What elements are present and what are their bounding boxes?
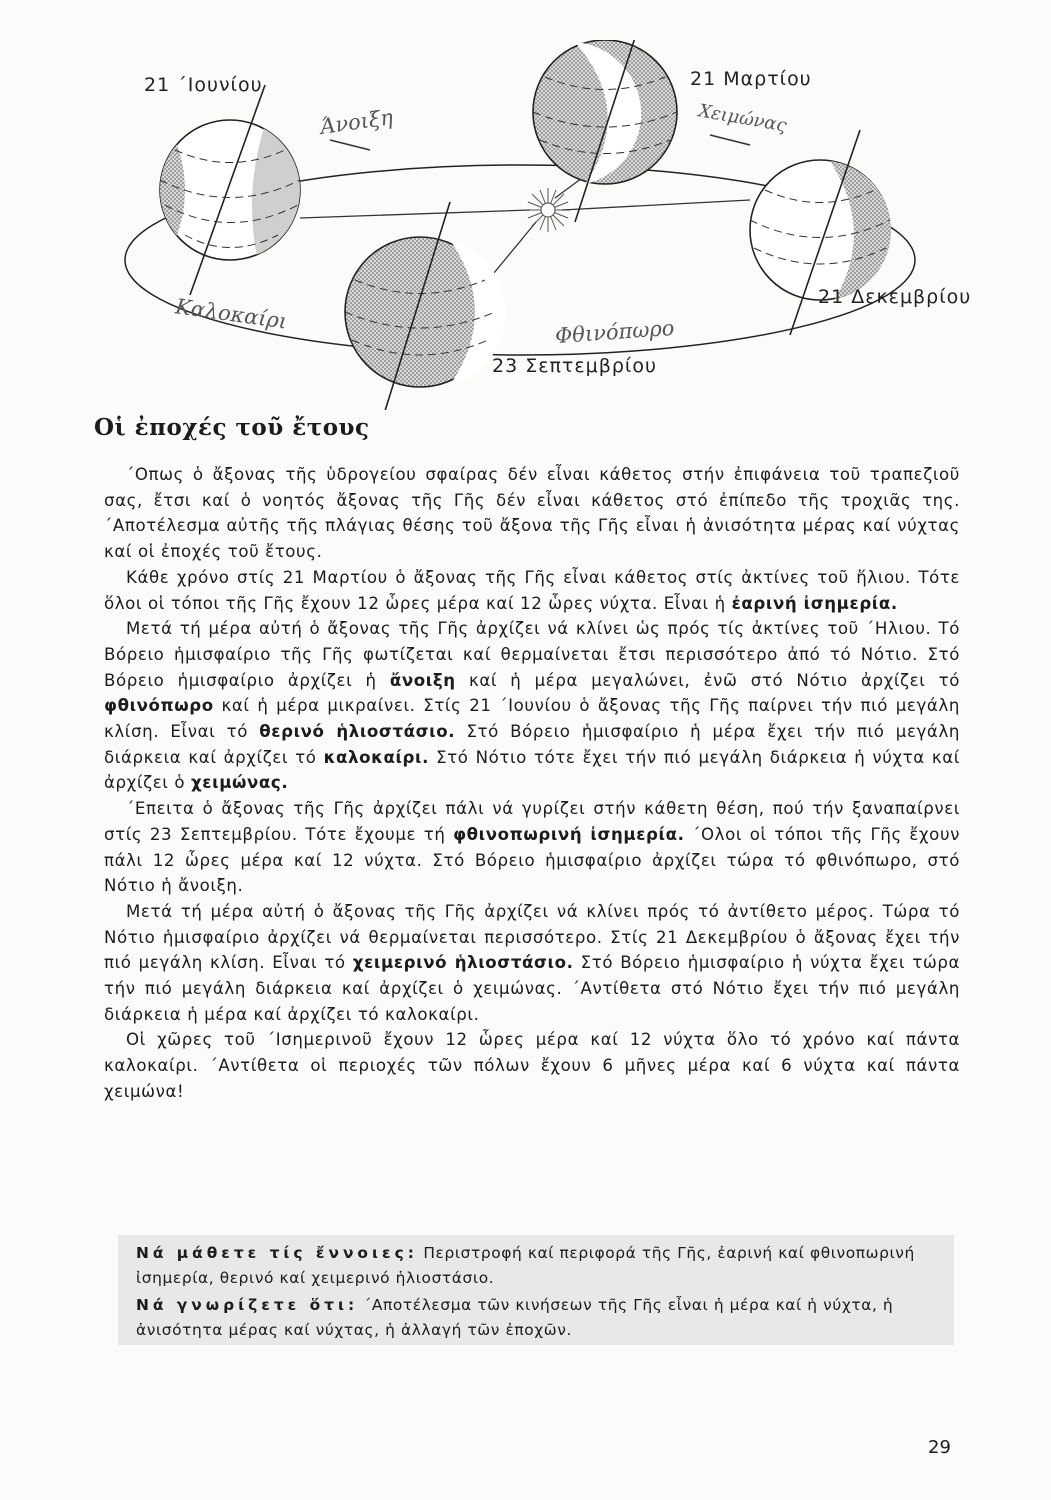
paragraph: Οἱ χῶρες τοῦ ΄Ισημερινοῦ ἔχουν 12 ὧρες μέρα καί 12 νύχτα ὅλο τό χρόνο καί πάντα καλοκαίρι. ΄Αντίθετα οἱ περιοχές τῶν πόλων ἔχουν 6 μῆνες μέρα καί 6 νύχτα καί πάντα χειμώνα! — [104, 1030, 960, 1101]
label-september: 23 Σεπτεμβρίου — [492, 355, 657, 377]
summary-box — [118, 1235, 954, 1345]
page-number: 29 — [928, 1437, 951, 1458]
label-march: 21 Μαρτίου — [690, 68, 812, 90]
globe-september — [345, 202, 506, 410]
seasons-diagram — [100, 40, 1000, 410]
summary-concepts: Νά μάθετε τίς ἔννοιες: Περιστροφή καί περιφορά τῆς Γῆς, ἐαρινή καί φθινοπωρινή ἰσημερία, θερινό καί χειμερινό ἡλιοστάσιο. — [136, 1244, 915, 1287]
handwritten-winter: Χειμώνας — [696, 100, 789, 137]
paragraph: ΄Οπως ὁ ἄξονας τῆς ὑδρογείου σφαίρας δέν εἶναι κάθετος στήν ἐπιφάνεια τοῦ τραπεζιοῦ σας, ἔτσι καί ὁ νοητός ἄξονας τῆς Γῆς δέν εἶναι κάθετος στό ἐπίπεδο τῆς τροχιᾶς της. ΄Αποτέλεσμα αὐτῆς τῆς πλάγιας θέσης τοῦ ἄξονα τῆς Γῆς εἶναι ἡ ἀνισότητα μέρας καί νύχτας καί οἱ ἐποχές τοῦ ἔτους. — [104, 465, 960, 562]
handwritten-summer: Καλοκαίρι — [173, 294, 289, 334]
globe-june — [150, 85, 310, 295]
paragraph: Μετά τή μέρα αὐτή ὁ ἄξονας τῆς Γῆς ἀρχίζει νά κλίνει πρός τό ἀντίθετο μέρος. Τώρα τό Νότιο ἡμισφαίριο ἀρχίζει νά θερμαίνεται περισσότερο. Στίς 21 Δεκεμβρίου ὁ ἄξονας ἔχει τήν πιό μεγάλη κλίση. Εἶναι τό χειμερινό ἡλιοστάσιο. Στό Βόρειο ἡμισφαίριο ἡ νύχτα ἔχει τώρα τήν πιό μεγάλη διάρκεια καί ἀρχίζει ὁ χειμώνας. ΄Αντίθετα στό Νότιο ἔχει τήν πιό μεγάλη διάρκεια ἡ μέρα καί ἀρχίζει τό καλοκαίρι. — [104, 901, 961, 1024]
handwritten-autumn: Φθινόπωρο — [554, 315, 676, 349]
paragraph: Κάθε χρόνο στίς 21 Μαρτίου ὁ ἄξονας τῆς Γῆς εἶναι κάθετος στίς ἀκτίνες τοῦ ἥλιου. Τότε ὅλοι οἱ τόποι τῆς Γῆς ἔχουν 12 ὧρες μέρα καί 12 ὧρες νύχτα. Εἶναι ἡ ἐαρινή ἰσημερία. — [104, 567, 960, 613]
paragraph: Μετά τή μέρα αὐτή ὁ ἄξονας τῆς Γῆς ἀρχίζει νά κλίνει ὡς πρός τίς ἀκτίνες τοῦ ΄Ηλιου. Τό Βόρειο ἡμισφαίριο τῆς Γῆς φωτίζεται καί θερμαίνεται ἔτσι περισσότερο ἀπό τό Νότιο. Στό Βόρειο ἡμισφαίριο ἀρχίζει ἡ ἄνοιξη καί ἡ μέρα μεγαλώνει, ἐνῶ στό Νότιο ἀρχίζει τό φθινόπωρο καί ἡ μέρα μικραίνει. Στίς 21 ΄Ιουνίου ὁ ἄξονας τῆς Γῆς παίρνει τήν πιό μεγάλη κλίση. Εἶναι τό θερινό ἡλιοστάσιο. Στό Βόρειο ἡμισφαίριο ἡ μέρα ἔχει τήν πιό μεγάλη διάρκεια καί ἀρχίζει τό καλοκαίρι. Στό Νότιο τότε ἔχει τήν πιό μεγάλη διάρκεια ἡ νύχτα καί ἀρχίζει ὁ χειμώνας. — [104, 619, 961, 793]
label-june: 21 ΄Ιουνίου — [144, 74, 263, 96]
paragraph: ΄Επειτα ὁ ἄξονας τῆς Γῆς ἀρχίζει πάλι νά γυρίζει στήν κάθετη θέση, πού τήν ξαναπαίρνει στίς 23 Σεπτεμβρίου. Τότε ἔχουμε τή φθινοπωρινή ἰσημερία. ΄Ολοι οἱ τόποι τῆς Γῆς ἔχουν πάλι 12 ὧρες μέρα καί 12 νύχτα. Στό Βόρειο ἡμισφαίριο ἀρχίζει τώρα τό φθινόπωρο, στό Νότιο ἡ ἄνοιξη. — [104, 799, 961, 896]
term-winter-solstice: χειμερινό ἡλιοστάσιο. — [352, 953, 574, 973]
term-summer-solstice: θερινό ἡλιοστάσιο. — [259, 722, 456, 742]
summary-facts: Νά γνωρίζετε ὅτι: ΄Αποτέλεσμα τῶν κινήσεων τῆς Γῆς εἶναι ἡ μέρα καί ἡ νύχτα, ἡ ἀνισότητα μέρας καί νύχτας, ἡ ἀλλαγή τῶν ἐποχῶν. — [136, 1296, 894, 1339]
page-title: Οἱ ἐποχές τοῦ ἔτους — [94, 414, 370, 441]
term-vernal-equinox: ἐαρινή ἰσημερία. — [731, 593, 898, 613]
handwritten-spring: Άνοιξη — [318, 105, 395, 139]
term-autumnal-equinox: φθινοπωρινή ἰσημερία. — [453, 824, 685, 844]
label-december: 21 Δεκεμβρίου — [818, 286, 972, 308]
body-text — [104, 462, 960, 1105]
